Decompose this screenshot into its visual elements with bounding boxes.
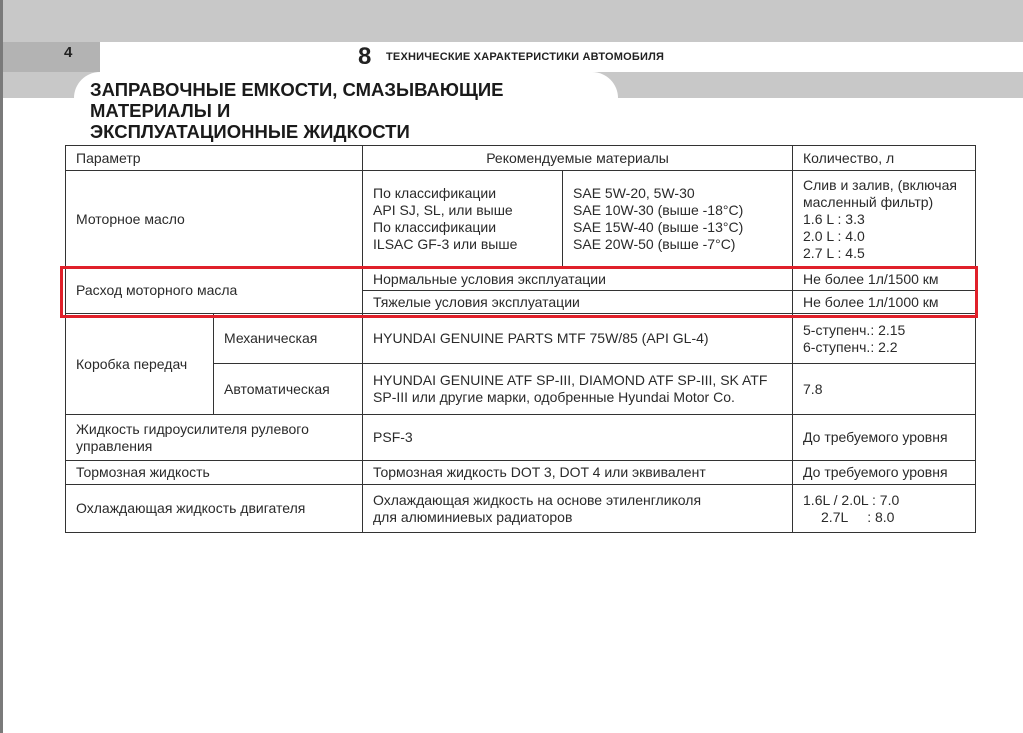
transmission-manual-quantity: 5-ступенч.: 2.15 6-ступенч.: 2.2 [793,314,976,364]
page-number: 4 [64,44,73,61]
fluids-table [65,145,976,533]
chapter-title: ТЕХНИЧЕСКИЕ ХАРАКТЕРИСТИКИ АВТОМОБИЛЯ [386,51,665,63]
table-row-brake-fluid [66,461,976,485]
coolant-material: Охлаждающая жидкость на основе этиленгликоля для алюминиевых радиаторов [363,485,793,533]
table-row-coolant [66,485,976,533]
header-materials: Рекомендуемые материалы [363,146,793,171]
engine-oil-viscosity: SAE 5W-20, 5W-30 SAE 10W-30 (выше -18°C) SAE 15W-40 (выше -13°C) SAE 20W-50 (выше -7°C) [563,171,793,268]
coolant-quantity [793,485,976,533]
coolant-quantity-line2: 2.7L : 8.0 [821,508,895,525]
transmission-auto-material: HYUNDAI GENUINE ATF SP-III, DIAMOND ATF SP-III, SK ATF SP-III или другие марки, одобренные Hyundai Motor Co. [363,364,793,415]
header-quantity: Количество, л [793,146,976,171]
oil-consumption-normal-value: Не более 1л/1500 км [793,268,976,291]
table-row-power-steering [66,415,976,461]
header-param: Параметр [66,146,363,171]
table-header-row [66,146,976,171]
transmission-manual-label: Механическая [214,314,363,364]
page-title [90,79,630,142]
chapter-number: 8 [358,43,372,70]
power-steering-quantity: До требуемого уровня [793,415,976,461]
table-row-transmission-manual [66,314,976,364]
page-title-line2: ЭКСПЛУАТАЦИОННЫЕ ЖИДКОСТИ [90,121,410,142]
brake-fluid-material: Тормозная жидкость DOT 3, DOT 4 или эквивалент [363,461,793,485]
oil-consumption-heavy-label: Тяжелые условия эксплуатации [363,291,793,314]
table-row-engine-oil [66,171,976,268]
oil-consumption-heavy-value: Не более 1л/1000 км [793,291,976,314]
brake-fluid-quantity: До требуемого уровня [793,461,976,485]
transmission-manual-material: HYUNDAI GENUINE PARTS MTF 75W/85 (API GL-4) [363,314,793,364]
table-row-oil-consumption [66,268,976,291]
page-title-line1: ЗАПРАВОЧНЫЕ ЕМКОСТИ, СМАЗЫВАЮЩИЕ МАТЕРИАЛЫ И [90,79,504,121]
power-steering-material: PSF-3 [363,415,793,461]
power-steering-name: Жидкость гидроусилителя рулевого управления [66,415,363,461]
page-number-tab [3,42,100,72]
brake-fluid-name: Тормозная жидкость [66,461,363,485]
engine-oil-classification: По классификации API SJ, SL, или выше По классификации ILSAC GF-3 или выше [363,171,563,268]
transmission-auto-label: Автоматическая [214,364,363,415]
oil-consumption-normal-label: Нормальные условия эксплуатации [363,268,793,291]
transmission-auto-quantity: 7.8 [793,364,976,415]
engine-oil-name: Моторное масло [66,171,363,268]
coolant-name: Охлаждающая жидкость двигателя [66,485,363,533]
transmission-name: Коробка передач [66,314,214,415]
coolant-quantity-line1: 1.6L / 2.0L : 7.0 [803,491,900,508]
engine-oil-quantity: Слив и залив, (включая масленный фильтр) 1.6 L : 3.3 2.0 L : 4.0 2.7 L : 4.5 [793,171,976,268]
oil-consumption-name: Расход моторного масла [66,268,363,314]
